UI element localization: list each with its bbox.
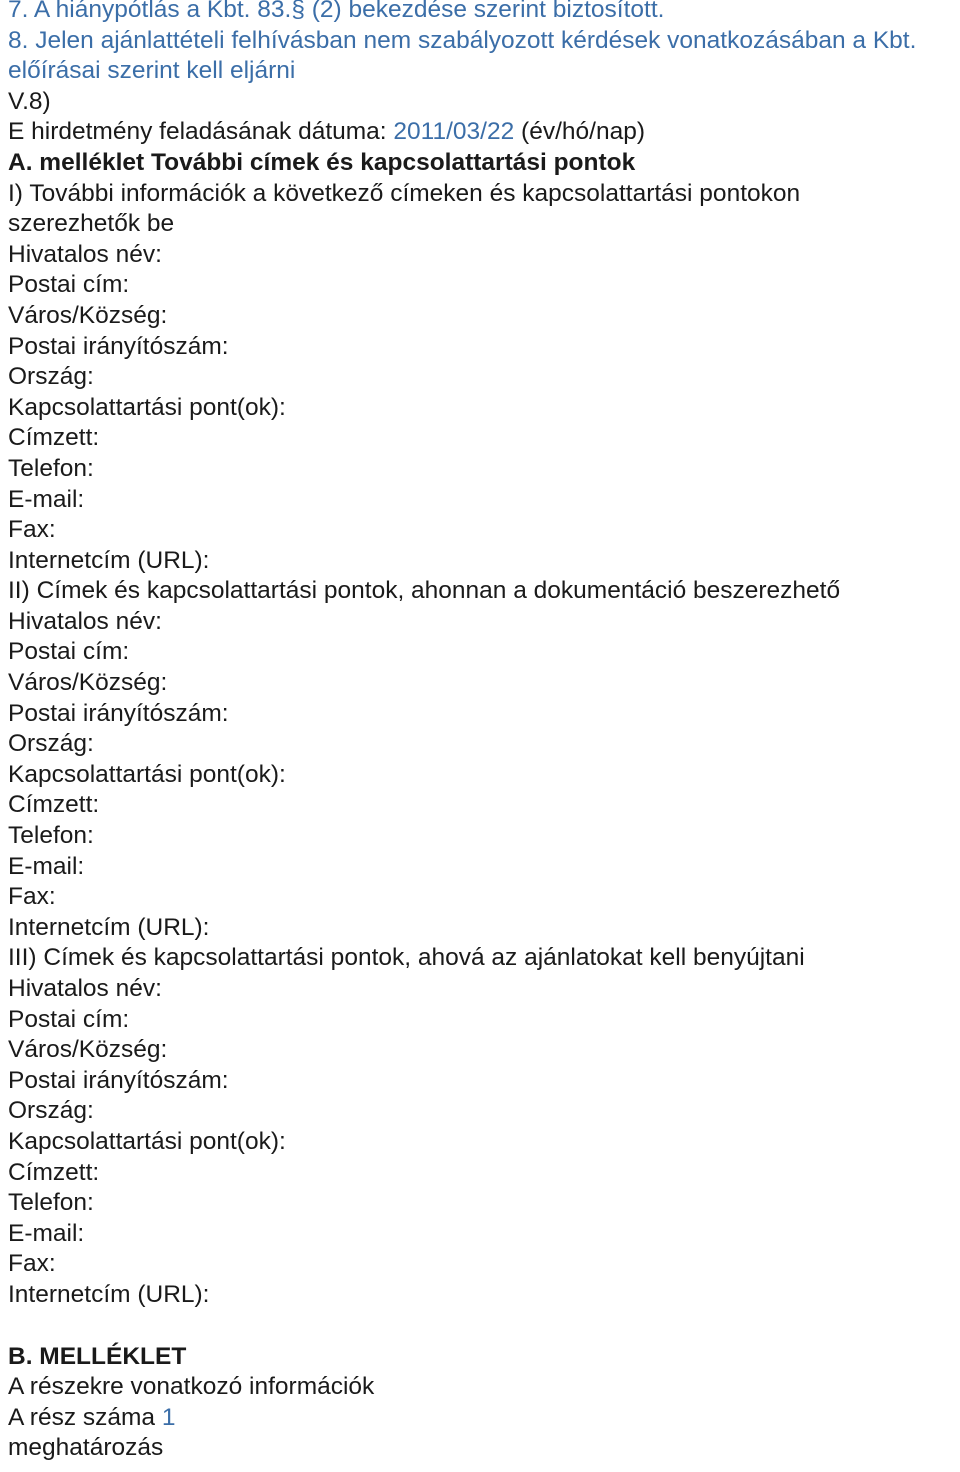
definition-label: meghatározás [8,1434,164,1462]
part-number-label: A rész száma [8,1403,162,1431]
annex-a-title: A. melléklet További címek és kapcsolattartási pontok [8,148,636,176]
country-label: Ország: [8,730,94,758]
country-label: Ország: [8,1097,94,1125]
official-name-label: Hivatalos név: [8,240,162,268]
publication-date-format: (év/hó/nap) [514,118,645,146]
url-label: Internetcím (URL): [8,546,210,574]
email-label: E-mail: [8,852,85,880]
official-name-label: Hivatalos név: [8,607,162,635]
item-7: 7. A hiánypótlás a Kbt. 83.§ (2) bekezdése szerint biztosított. [8,0,665,23]
annex-b-title: B. MELLÉKLET [8,1342,187,1370]
item-8-line1: 8. Jelen ajánlattételi felhívásban nem szabályozott kérdések vonatkozásában a Kbt. [8,26,917,54]
item-8-line2: előírásai szerint kell eljárni [8,57,296,85]
publication-date-value: 2011/03/22 [393,118,515,146]
publication-date-label: E hirdetmény feladásának dátuma: [8,118,394,146]
postal-address-label: Postai cím: [8,271,130,299]
contact-points-label: Kapcsolattartási pont(ok): [8,393,286,421]
postal-address-label: Postai cím: [8,638,130,666]
section-ii-fields [8,607,952,944]
section-iii-fields [8,974,952,1311]
postal-code-label: Postai irányítószám: [8,699,229,727]
recipient-label: Címzett: [8,791,100,819]
phone-label: Telefon: [8,1189,94,1217]
section-spacer [8,1311,952,1342]
url-label: Internetcím (URL): [8,913,210,941]
city-label: Város/Község: [8,1036,168,1064]
annex-a-section-i-line1: I) További információk a következő címeken és kapcsolattartási pontokon [8,179,801,207]
recipient-label: Címzett: [8,424,100,452]
country-label: Ország: [8,363,94,391]
contact-points-label: Kapcsolattartási pont(ok): [8,760,286,788]
email-label: E-mail: [8,1219,85,1247]
fax-label: Fax: [8,883,56,911]
email-label: E-mail: [8,485,85,513]
postal-address-label: Postai cím: [8,1005,130,1033]
url-label: Internetcím (URL): [8,1280,210,1308]
recipient-label: Címzett: [8,1158,100,1186]
document-page [8,0,952,1464]
annex-b-subtitle: A részekre vonatkozó információk [8,1373,375,1401]
city-label: Város/Község: [8,669,168,697]
fax-label: Fax: [8,1250,56,1278]
annex-a-section-iii: III) Címek és kapcsolattartási pontok, ahová az ajánlatokat kell benyújtani [8,944,805,972]
section-i-fields [8,240,952,577]
annex-a-section-ii: II) Címek és kapcsolattartási pontok, ahonnan a dokumentáció beszerezhető [8,577,841,605]
phone-label: Telefon: [8,822,94,850]
part-number-row [8,1403,952,1434]
postal-code-label: Postai irányítószám: [8,1066,229,1094]
fax-label: Fax: [8,516,56,544]
official-name-label: Hivatalos név: [8,975,162,1002]
annex-a-section-i-line2: szerezhetők be [8,210,175,238]
section-v8: V.8) [8,87,51,115]
publication-date-row [8,117,952,148]
part-number-value: 1 [161,1403,176,1431]
city-label: Város/Község: [8,301,168,329]
postal-code-label: Postai irányítószám: [8,332,229,360]
contact-points-label: Kapcsolattartási pont(ok): [8,1127,286,1155]
phone-label: Telefon: [8,454,94,482]
